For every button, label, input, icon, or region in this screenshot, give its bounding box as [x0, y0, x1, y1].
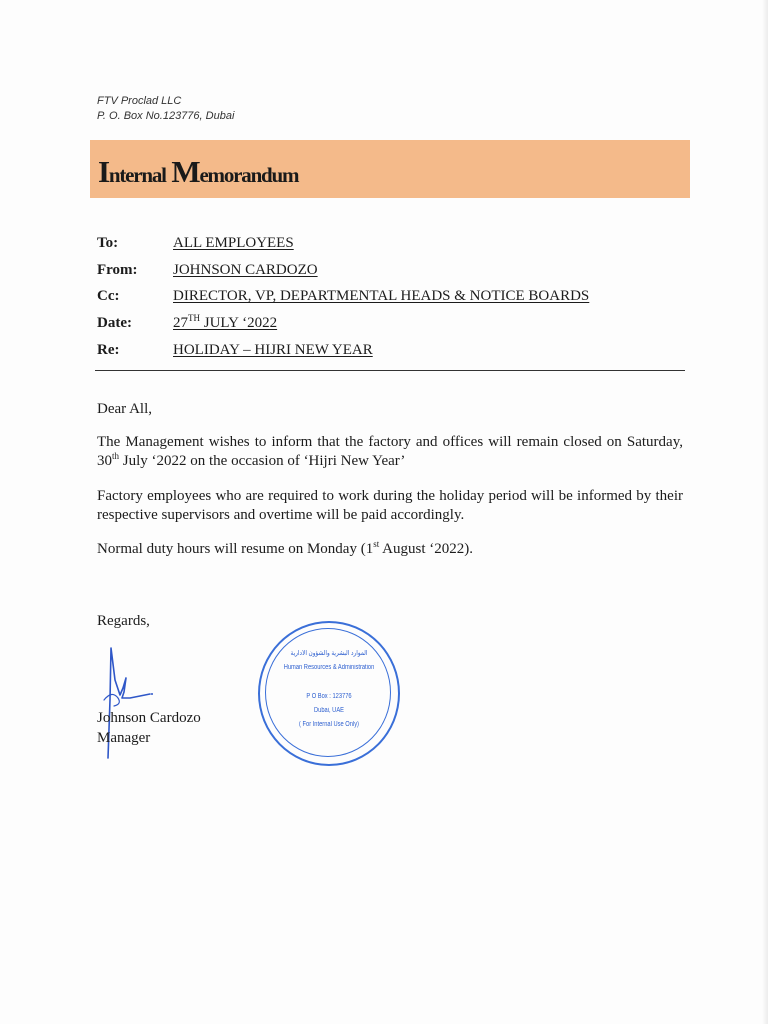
date-superscript: TH [188, 313, 200, 323]
hr-stamp [258, 621, 400, 766]
title-initial-m: M [171, 154, 200, 189]
date-day: 27 [173, 315, 188, 331]
title-word-internal: nternal [108, 163, 166, 187]
stamp-note: ( For Internal Use Only) [299, 721, 359, 728]
re-label: Re: [97, 342, 120, 358]
memo-title [98, 154, 298, 190]
company-address: P. O. Box No.123776, Dubai [97, 110, 235, 122]
stamp-city: Dubai, UAE [313, 707, 344, 714]
date-value [173, 314, 277, 332]
from-value: JOHNSON CARDOZO [173, 262, 318, 278]
paragraph-3-text: Normal duty hours will resume on Monday (1 [97, 541, 374, 557]
signatory-title: Manager [97, 730, 151, 746]
signatory-name: Johnson Cardozo [97, 710, 201, 726]
re-value: HOLIDAY – HIJRI NEW YEAR [173, 342, 373, 358]
to-label: To: [97, 235, 119, 251]
paragraph-1-text: The Management wishes to inform that the factory and offices will remain closed on Saturday, 30 [97, 434, 683, 469]
date-label: Date: [97, 315, 132, 331]
stamp-pobox: P O Box : 123776 [306, 693, 352, 700]
paragraph-3-superscript: st [373, 539, 380, 549]
paragraph-1-text-end: July ‘2022 on the occasion of ‘Hijri New Year’ [119, 453, 406, 469]
greeting: Dear All, [97, 401, 152, 417]
page-edge [762, 0, 768, 1024]
stamp-arabic-text: الموارد البشرية والشؤون الادارية [290, 650, 368, 657]
date-month-year: JULY ‘2022 [200, 315, 278, 331]
company-info [97, 94, 234, 124]
cc-value: DIRECTOR, VP, DEPARTMENTAL HEADS & NOTICE BOARDS [173, 288, 590, 304]
memo-banner [90, 140, 690, 198]
stamp-department: Human Resources & Administration [283, 664, 375, 671]
cc-label: Cc: [97, 288, 120, 304]
header-divider [95, 370, 685, 371]
paragraph-overtime: Factory employees who are required to work during the holiday period will be informed by their respective supervisors and overtime will be paid accordingly. [97, 488, 683, 523]
from-label: From: [97, 262, 138, 278]
paragraph-3-text-end: August ‘2022). [379, 541, 473, 557]
paragraph-1-superscript: th [112, 451, 120, 461]
paragraph-resume [97, 540, 683, 559]
to-value: ALL EMPLOYEES [173, 235, 294, 251]
closing-regards: Regards, [97, 613, 150, 629]
paragraph-closure-notice [97, 433, 683, 471]
title-word-memorandum: emorandum [199, 163, 299, 187]
title-initial-i: I [98, 154, 109, 189]
company-name: FTV Proclad LLC [97, 95, 182, 107]
